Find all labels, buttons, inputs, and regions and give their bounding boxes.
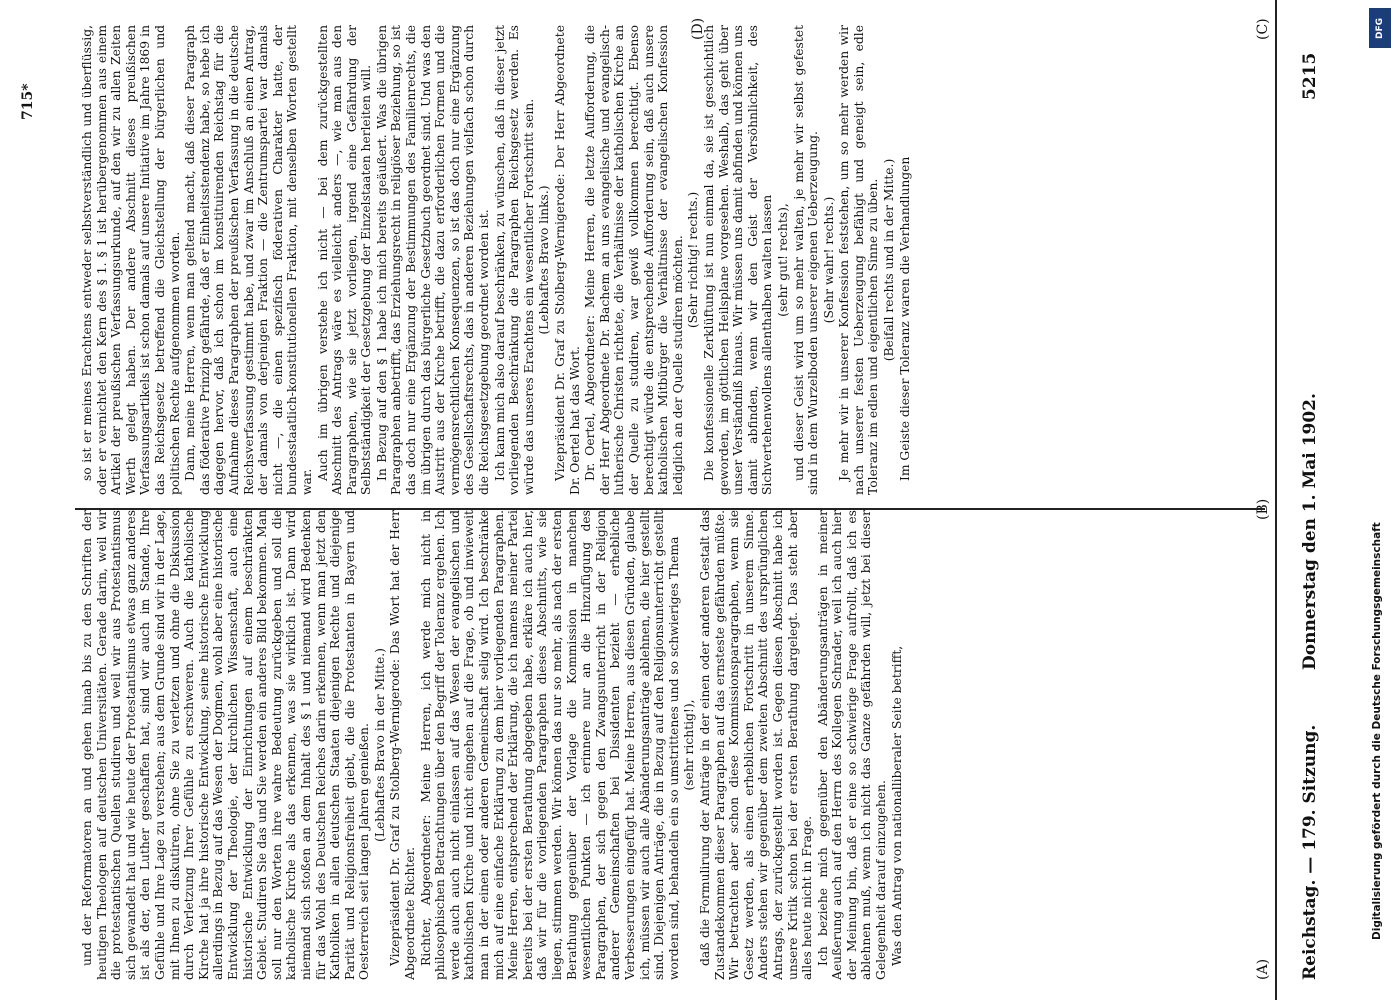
paragraph: In Bezug auf den § 1 habe ich mich bereits geäußert. Was die übrigen Paragraphen anbetrifft, das Erziehungsrecht in religiöser Beziehung, so ist das doch nur eine Ergänzung der Bestimmungen des Familienrechts, die im übrigen durch das bürgerliche Gesetzbuch geordnet sind. Und was den Austritt aus der Kirche betrifft, die dazu erforderlichen Formen und die vermögensrechtlichen Konsequenzen, so ist das doch nur eine Ergänzung des Gesellschaftsrechts, das in anderen Beziehungen vielfach schon durch die Reichsgesetzgebung geordnet worden ist. — [374, 25, 492, 495]
interjection: (sehr gut! rechts), — [775, 203, 790, 317]
paragraph: Dann, meine Herren, wenn man geltend macht, daß dieser Paragraph das föderative Prinzip gefährde, daß er Einheitsstendenz habe, so hebe ich dagegen hervor, daß ich schon im konstituirenden Reichstag für die Aufnahme dieses Paragraphen der preußischen Verfassung in die deutsche Reichsverfassung gestimmt habe, und zwar im Anschluß an einen Antrag, der damals von derjenigen Fraktion — die Zentrumspartei war damals nicht —, die einen spezifisch föderativen Charakter hatte, der bundesstaatlich-konstitutionellen Fraktion, mit denselben Worten gestellt war. — [183, 25, 314, 495]
margin-letter-c: (C) — [1255, 18, 1271, 40]
paragraph: Im Geiste dieser Toleranz waren die Verhandlungen — [897, 156, 912, 481]
paragraph: Auch im übrigen verstehe ich nicht — bei dem zurückgestellten Abschnitt des Antrags wäre es vielleicht anders —, wie man aus den Paragraphen, wie sie jetzt vorliegen, irgend eine Gefährdung der Selbstständigkeit der Gesetzgebung der Einzelstaaten herleiten will. — [315, 25, 374, 495]
paragraph: Ich beziehe mich gegenüber den Abänderungsanträgen in meiner Aeußerung auch auf den Herrn des Kollegen Schrader, weil ich auch hier der Meinung bin, daß er eine so schwierige Frage aufrollt, daß ich es ablehnen muß, wenn ich nicht das Ganze gefährden will, jetzt bei dieser Gelegenheit darauf einzugehen. — [815, 510, 889, 980]
header-rule — [1275, 0, 1277, 1000]
paragraph: Vizepräsident Dr. Graf zu Stolberg-Wernigerode: Der Herr Abgeordnete Dr. Oertel hat das Wort. — [553, 25, 582, 495]
paragraph: Vizepräsident Dr. Graf zu Stolberg-Wernigerode: Das Wort hat der Herr Abgeordnete Richter. — [388, 510, 418, 980]
running-header-left: Reichstag. — 179. Sitzung. — [1300, 724, 1320, 980]
paragraph: Dr. Oertel, Abgeordneter: Meine Herren, die letzte Aufforderung, die der Herr Abgeordnete Dr. Bachem an uns evangelische und evangelisch-lutherische Christen richtete, die Verhältnisse der katholischen Kirche an der Quelle zu studiren, war gewiß vollkommen berechtigt. Ebenso berechtigt würde die entsprechende Aufforderung sein, daß auch unsere katholischen Mitbürger die Verhältnisse der evangelischen Konfession lediglich an der Quelle studiren möchten. — [583, 25, 685, 495]
running-header-date: Donnerstag den 1. Mai 1902. — [1300, 393, 1320, 670]
paragraph: Die konfessionelle Zerklüftung ist nun einmal da, sie ist geschichtlich geworden, im göttlichen Heilsplane vorgesehen. Weshalb, das geht über unser Verständniß hinaus. Wir müssen uns damit abfinden und können uns damit abfinden, wenn wir den Geist der Versöhnlichkeit, des Sichvertehenwollens allenthalben walten lassen — [701, 25, 775, 495]
interjection: (Sehr wahr! rechts.) — [821, 196, 836, 324]
paragraph: Was den Antrag von nationalliberaler Seite betrifft, — [889, 645, 904, 966]
text-column-left — [80, 510, 1260, 980]
page-number: 5215 — [1300, 52, 1320, 100]
text-column-right — [80, 25, 1260, 495]
paragraph: Richter, Abgeordneter: Meine Herren, ich werde mich nicht in philosophischen Betrachtungen über den Begriff der Toleranz ergehen. Ich werde auch auch nicht einlassen auf das Wesen der evangelischen und katholischen Kirche und nicht eingehen auf die Frage, ob und inwieweit man in der einen oder anderen Gemeinschaft selig wird. Ich beschränke mich auf eine einfache Erklärung zu dem hier vorliegenden Paragraphen. Meine Herren, entsprechend der Erklärung, die ich namens meiner Partei bereits bei der ersten Berathung abgegeben habe, erkläre ich auch hier, daß wir für die vorliegenden Paragraphen dieses Abschnitts, wie sie liegen, stimmen werden. Wir können das nur so mehr, als nach der ersten Berathung gegenüber der Vorlage die Kommission in manchen wesentlichen Punkten — ich erinnere nur an die Hinzufügung des Paragraphen, der sich gegen den Zwangsunterricht in der Religion anderer Gemeinschaften bei Dissidenten bezieht — erhebliche Verbesserungen eingefügt hat. Meine Herren, aus diesen Gründen, glaube ich, müssen wir auch alle Abänderungsanträge ablehnen, die hier gestellt sind. Diejenigen Anträge, die in Bezug auf den Religionsunterricht gestellt worden sind, behandeln ein so umstrittenes und so schwieriges Thema — [418, 510, 681, 980]
paragraph: Je mehr wir in unserer Konfession feststehen, um so mehr werden wir nach unserer festen Ueberzeugung befähigt und geneigt sein, edle Toleranz im edlen und eigentlichen Sinne zu üben. — [837, 25, 881, 495]
interjection: (Sehr richtig! rechts.) — [686, 191, 701, 329]
interjection: (sehr richtig!), — [682, 699, 697, 791]
interjection: (Lebhaftes Bravo links.) — [537, 185, 552, 335]
paragraph: und der Reformatoren an und gehen hinab bis zu den Schriften der heutigen Theologen auf deutschen Universitäten. Gerade darin, weil wir die protestantischen Quellen studiren und weil wir aus Protestantismus sich gewandelt hat und wie heute der Protestantismus etwas ganz anderes ist als der, den Luther geschaffen hat, sind wir auch im Stande, Ihre Gefühle und Ihre Lage zu verstehen; aus dem Grunde sind wir in der Lage, mit Ihnen zu diskutiren, ohne Sie zu verletzen und ohne die Diskussion durch Verletzung Ihrer Gefühle zu erschweren. Auch die katholische Kirche hat ja ihre historische Entwicklung, seine historische Entwicklung allerdings in Bezug auf das Wesen der Dogmen, wohl aber eine historische Entwicklung der Theologie, der kirchlichen Wissenschaft, auch eine historische Entwicklung der Einrichtungen auf einem beschränkten Gebiet. Studiren Sie das und Sie werden ein anderes Bild bekommen. Man soll nur den Worten ihre wahre Bedeutung zurückgeben und soll die katholische Kirche als das erkennen, was sie wirklich ist. Dann wird niemand sich stoßen an dem Inhalt des § 1 und niemand wird Bedenken für das Wohl des Deutschen Reiches darin erkennen, wenn man jetzt den Katholiken in allen deutschen Staaten diejenigen Rechte und diejenige Parität und Religionsfreiheit giebt, die die Protestanten in Bayern und Oesterreich seit langen Jahren genießen. — [80, 510, 372, 980]
margin-letter-a: (A) — [1255, 958, 1271, 980]
margin-letter-b: (B) — [1255, 498, 1271, 520]
digitization-note: Digitalisierung gefördert durch die Deutsche Forschungsgemeinschaft — [1371, 522, 1383, 940]
dfg-logo: DFG — [1369, 8, 1391, 48]
interjection: (Lebhaftes Bravo in der Mitte.) — [372, 648, 387, 842]
paragraph: und dieser Geist wird um so mehr walten, je mehr wir selbst gefestet sind in dem Wurzelboden unserer eigenen Ueberzeugung. — [791, 25, 821, 495]
margin-letter-d: (D) — [690, 17, 706, 40]
signature-number: 715* — [20, 83, 36, 120]
interjection: (Beifall rechts und in der Mitte.) — [882, 158, 897, 362]
paragraph: Ich kann mich also darauf beschränken, zu wünschen, daß in dieser jetzt vorliegenden Beschränkung die Paragraphen Reichsgesetz werden. Es würde das unseres Erachtens ein wesentlicher Fortschritt sein. — [492, 25, 536, 495]
paragraph: daß die Formulirung der Anträge in der einen oder anderen Gestalt das Zustandekommen dieser Paragraphen auf das ernsteste gefährden müßte. Wir betrachten aber schon diese Kommissionsparagraphen, wenn sie Gesetz werden, als einen erheblichen Fortschritt in unserem Sinne. Anders stehen wir gegenüber dem zweiten Abschnitt des ursprünglichen Antrags, der zurückgestellt worden ist. Gegen diesen Abschnitt habe ich unsere Kritik schon bei der ersten Berathung dargelegt. Das steht aber alles heute nicht in Frage. — [697, 510, 815, 980]
paragraph: so ist er meines Erachtens entweder selbstverständlich und überflüssig, oder er vernichtet den Kern des § 1. § 1 ist herübergenommen aus einem Artikel der preußischen Verfassungsurkunde, auf den wir zu allen Zeiten Werth gelegt haben. Der andere Abschnitt dieses preußischen Verfassungsartikels ist schon damals auf unsere Initiative im Jahre 1869 in das Reichsgesetz betreffend die Gleichstellung der bürgerlichen und politischen Rechte aufgenommen worden. — [80, 25, 182, 495]
